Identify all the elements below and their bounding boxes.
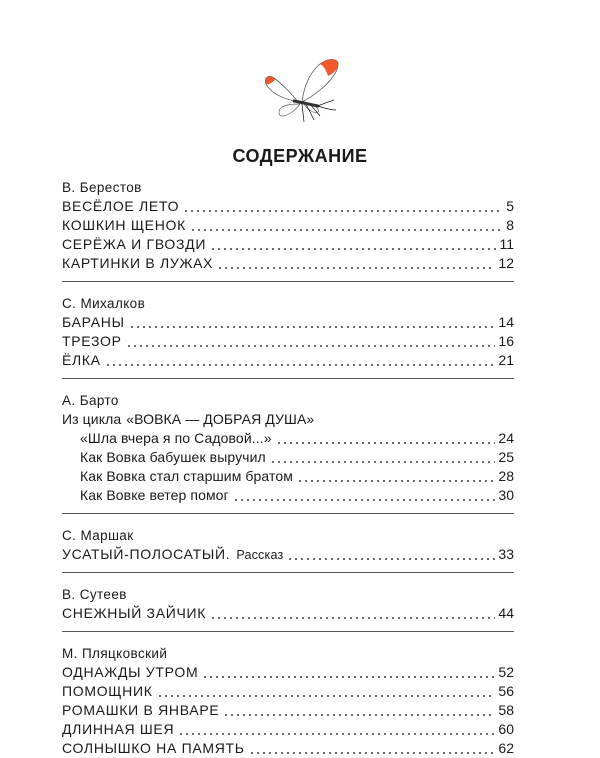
toc-entry[interactable] xyxy=(62,682,514,701)
section-divider xyxy=(62,513,514,514)
dot-leader xyxy=(276,441,496,445)
dot-leader xyxy=(190,228,503,232)
dot-leader xyxy=(233,498,496,502)
dot-leader xyxy=(210,616,495,620)
entry-title: КАРТИНКИ В ЛУЖАХ xyxy=(62,255,214,271)
dot-leader xyxy=(210,247,496,251)
toc-entry[interactable] xyxy=(62,254,514,273)
page-number: 33 xyxy=(498,546,514,562)
toc-entry[interactable] xyxy=(62,332,514,351)
toc-entry[interactable] xyxy=(62,429,514,448)
page-number: 62 xyxy=(498,740,514,756)
dot-leader xyxy=(249,751,496,755)
toc-entry[interactable] xyxy=(62,351,514,370)
toc-entry[interactable] xyxy=(62,720,514,739)
dot-leader xyxy=(270,460,496,464)
toc-entry[interactable] xyxy=(62,467,514,486)
page-number: 58 xyxy=(498,702,514,718)
dot-leader xyxy=(202,675,495,679)
entry-title: ЁЛКА xyxy=(62,352,101,368)
dot-leader xyxy=(178,732,495,736)
entry-title: «Шла вчера я по Садовой...» xyxy=(80,430,272,446)
entry-title: Как Вовке ветер помог xyxy=(80,487,229,503)
section-divider xyxy=(62,631,514,632)
page-number: 8 xyxy=(506,217,514,233)
page-title: СОДЕРЖАНИЕ xyxy=(232,146,368,166)
page-number: 5 xyxy=(506,198,514,214)
butterfly-icon xyxy=(258,52,342,132)
page-number: 25 xyxy=(498,449,514,465)
section-divider xyxy=(62,572,514,573)
author-name: В. Берестов xyxy=(62,180,142,195)
dot-leader xyxy=(126,344,496,348)
entry-title: Как Вовка стал старшим братом xyxy=(80,468,293,484)
toc-entry[interactable] xyxy=(62,604,514,623)
dot-leader xyxy=(105,363,496,367)
page-number: 21 xyxy=(498,352,514,368)
page-number: 11 xyxy=(499,236,514,252)
entry-title: СОЛНЫШКО НА ПАМЯТЬ xyxy=(62,740,245,756)
section-divider xyxy=(62,281,514,282)
entry-title: ТРЕЗОР xyxy=(62,333,122,349)
toc-entry[interactable] xyxy=(62,486,514,505)
toc-entry[interactable] xyxy=(62,663,514,682)
entry-title: ВЕСЁЛОЕ ЛЕТО xyxy=(62,198,180,214)
entry-title: ДЛИННАЯ ШЕЯ xyxy=(62,721,175,737)
toc-entry[interactable] xyxy=(62,197,514,216)
entry-title: БАРАНЫ xyxy=(62,314,125,330)
page-number: 30 xyxy=(498,487,514,503)
toc-entry[interactable] xyxy=(62,545,514,564)
page-number: 14 xyxy=(498,314,514,330)
page-number: 12 xyxy=(498,255,514,271)
dot-leader xyxy=(297,479,495,483)
toc-entry[interactable] xyxy=(62,313,514,332)
dot-leader xyxy=(183,209,503,213)
entry-title: СЕРЁЖА И ГВОЗДИ xyxy=(62,236,207,252)
dot-leader xyxy=(129,325,496,329)
dot-leader xyxy=(223,713,495,717)
table-of-contents xyxy=(62,178,514,758)
author-name: С. Михалков xyxy=(62,296,146,311)
entry-title: ПОМОЩНИК xyxy=(62,683,153,699)
cycle-heading xyxy=(62,410,514,429)
toc-entry[interactable] xyxy=(62,448,514,467)
author-name: М. Пляцковский xyxy=(62,646,168,661)
toc-entry[interactable] xyxy=(62,739,514,758)
dot-leader xyxy=(157,694,496,698)
toc-entry[interactable] xyxy=(62,701,514,720)
entry-title: СНЕЖНЫЙ ЗАЙЧИК xyxy=(62,605,207,621)
entry-note: Рассказ xyxy=(236,548,284,562)
page-number: 52 xyxy=(498,664,514,680)
entry-title: ОДНАЖДЫ УТРОМ xyxy=(62,664,199,680)
page-number: 16 xyxy=(498,333,514,349)
toc-entry[interactable] xyxy=(62,235,514,254)
entry-title: РОМАШКИ В ЯНВАРЕ xyxy=(62,702,220,718)
entry-title: УСАТЫЙ-ПОЛОСАТЫЙ. Рассказ xyxy=(62,546,284,562)
section-divider xyxy=(62,378,514,379)
author-name: А. Барто xyxy=(62,393,119,408)
page-number: 56 xyxy=(498,683,514,699)
page-number: 28 xyxy=(498,468,514,484)
page-number: 60 xyxy=(498,721,514,737)
page-number: 44 xyxy=(498,605,514,621)
dot-leader xyxy=(217,266,495,270)
cycle-prefix: Из цикла xyxy=(62,411,122,427)
entry-title: КОШКИН ЩЕНОК xyxy=(62,217,186,233)
author-name: В. Сутеев xyxy=(62,587,127,602)
toc-entry[interactable] xyxy=(62,216,514,235)
cycle-name: «ВОВКА — ДОБРАЯ ДУША» xyxy=(126,411,315,427)
dot-leader xyxy=(287,557,495,561)
entry-title: Как Вовка бабушек выручил xyxy=(80,449,266,465)
author-name: С. Маршак xyxy=(62,528,134,543)
page-number: 24 xyxy=(498,430,514,446)
